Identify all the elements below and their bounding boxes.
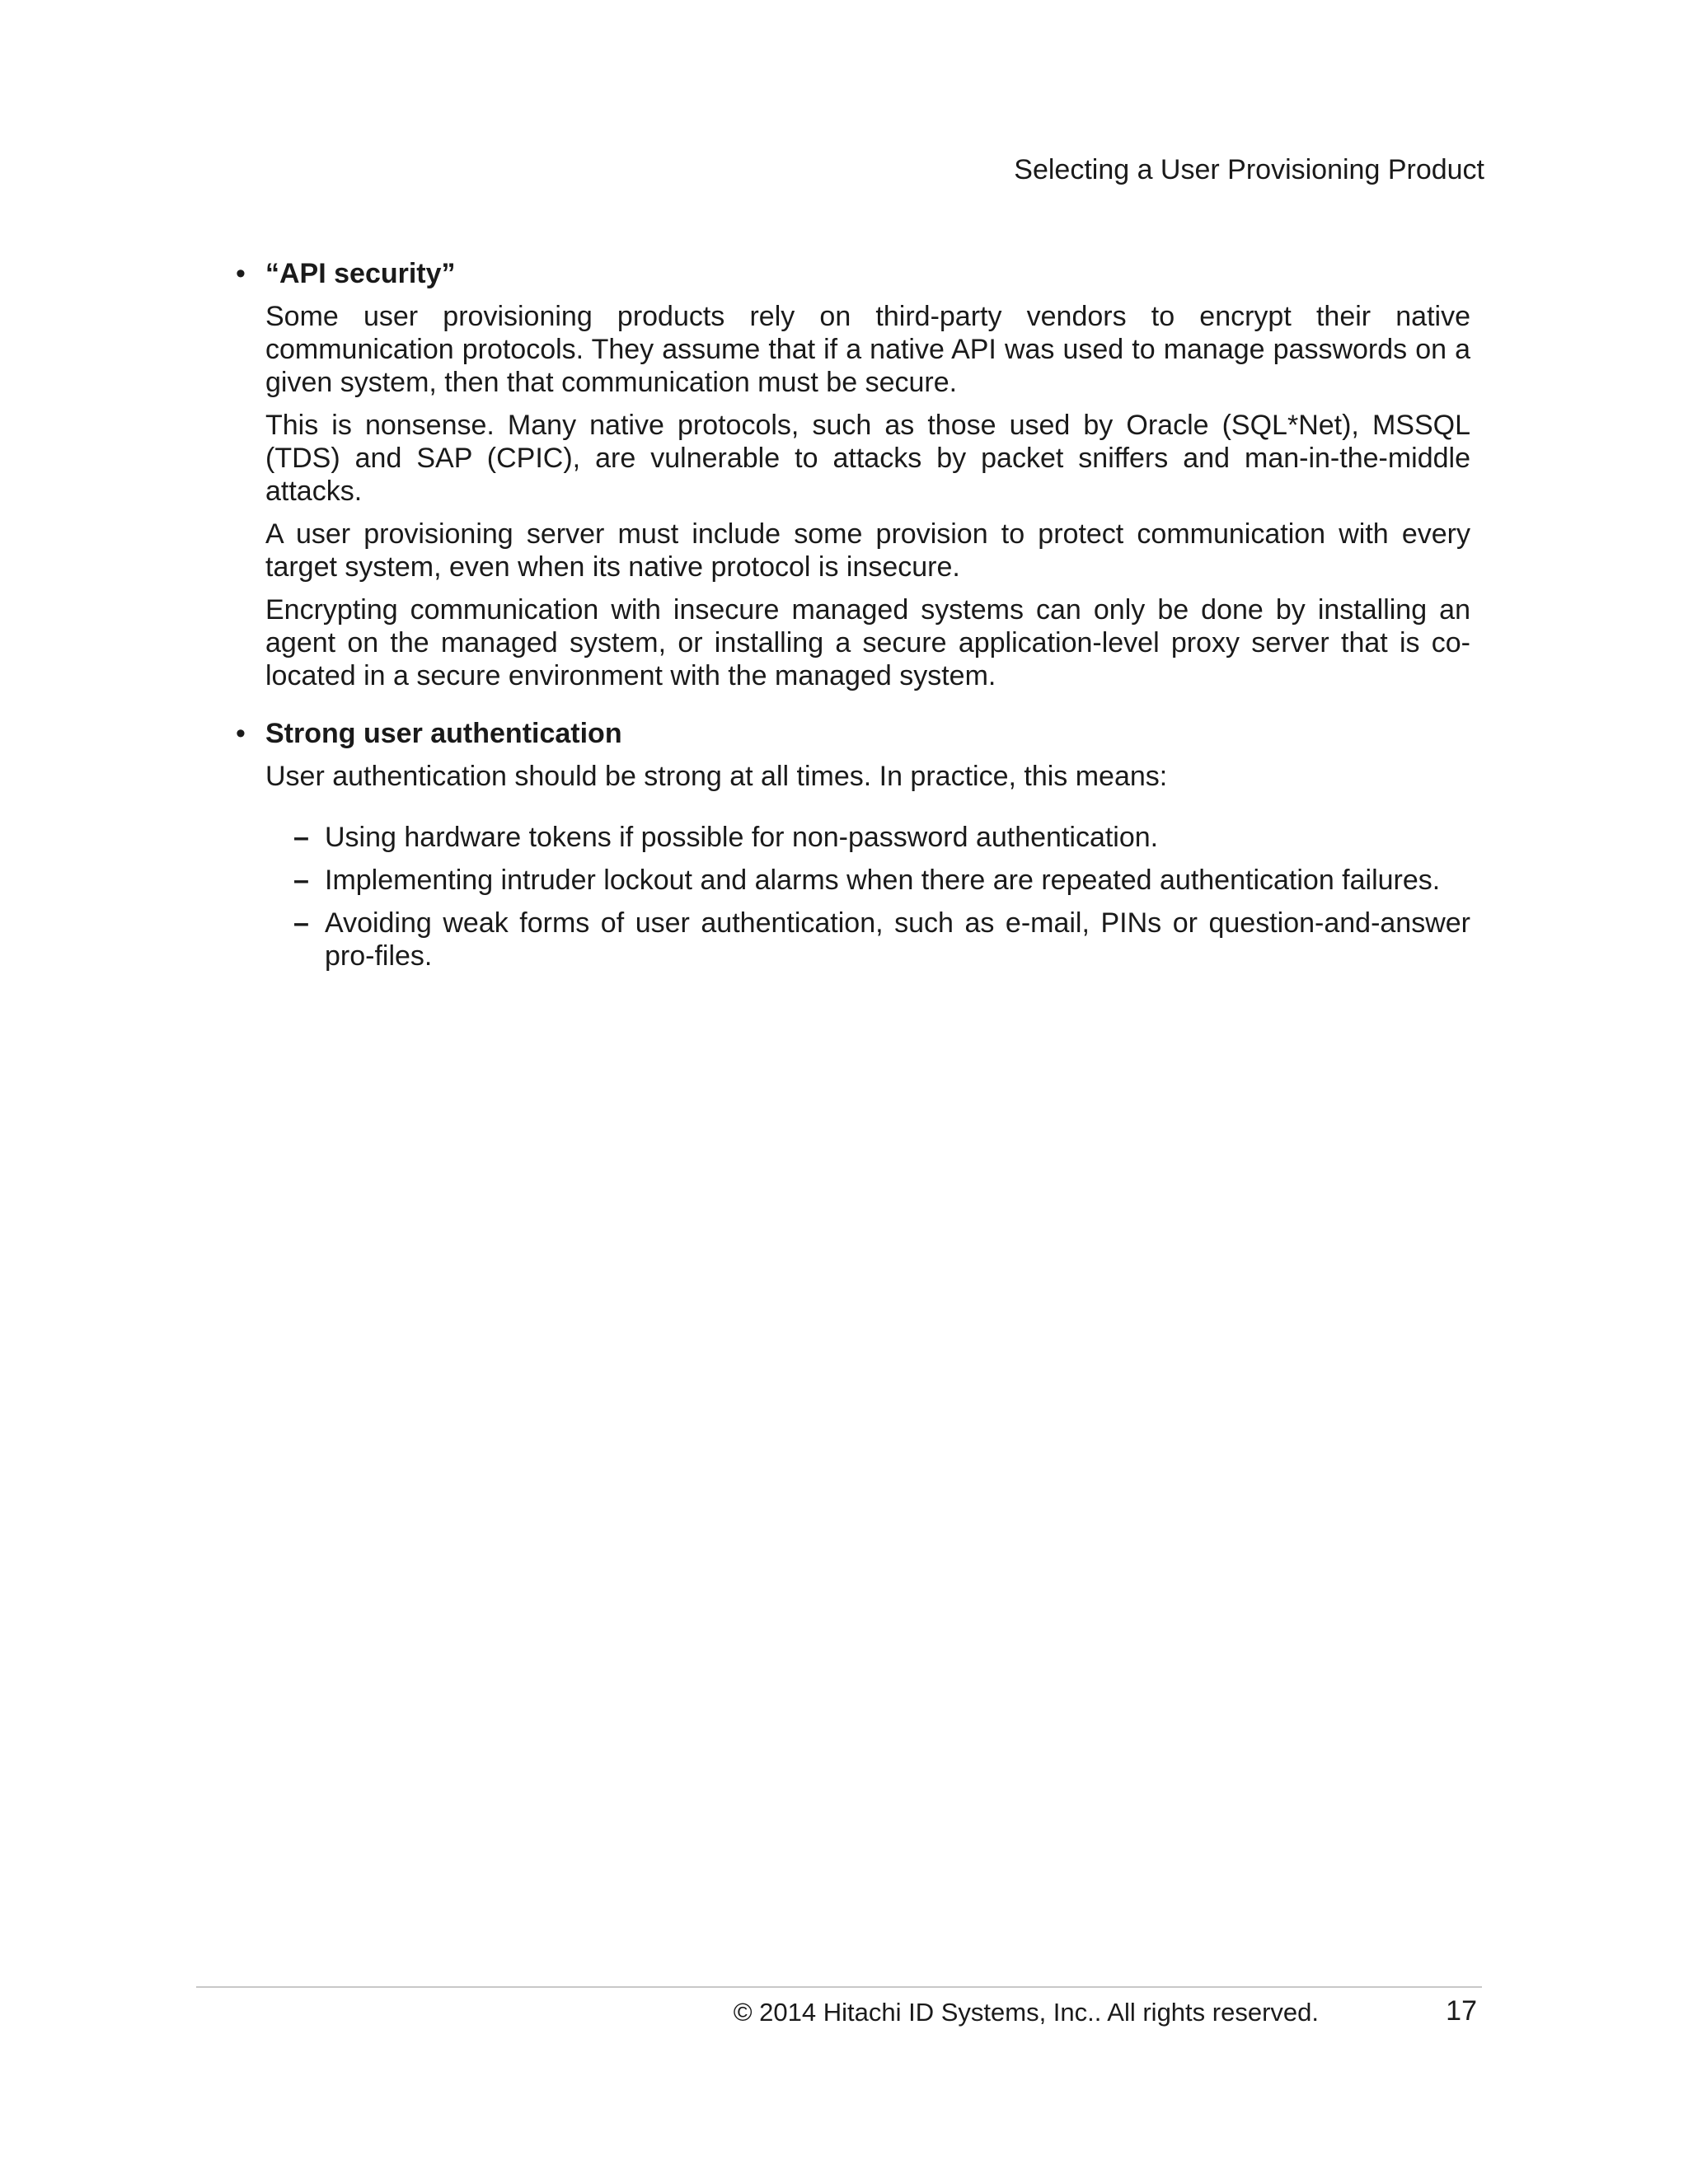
- sub-list-item-text: Avoiding weak forms of user authentication, such as e-mail, PINs or question-and-answer pro-files.: [325, 907, 1470, 972]
- footer-divider: [196, 1986, 1482, 1988]
- bullet-marker: •: [236, 718, 246, 749]
- section-api-security: [236, 257, 1470, 692]
- section-strong-user-authentication: [236, 717, 1470, 972]
- section-body: [265, 257, 1470, 692]
- sub-list-item-text: Using hardware tokens if possible for non-password authentication.: [325, 822, 1159, 853]
- paragraph: This is nonsense. Many native protocols, such as those used by Oracle (SQL*Net), MSSQL (TDS) and SAP (CPIC), are vulnerable to attacks by packet sniffers and man-in-the-middle attacks.: [265, 410, 1470, 507]
- section-title: “API security”: [265, 258, 456, 289]
- document-body: [236, 257, 1470, 997]
- page-number: 17: [1446, 1995, 1477, 2027]
- running-header: Selecting a User Provisioning Product: [1014, 154, 1484, 185]
- footer-copyright: © 2014 Hitachi ID Systems, Inc.. All rights reserved.: [733, 1998, 1319, 2027]
- sub-list: [265, 821, 1470, 972]
- paragraph: Encrypting communication with insecure managed systems can only be done by installing an agent on the managed system, or installing a secure application-level proxy server that is co-located in a secure environment with the managed system.: [265, 594, 1470, 691]
- paragraph: User authentication should be strong at all times. In practice, this means:: [265, 761, 1168, 792]
- dash-marker: –: [293, 822, 309, 853]
- section-body: [265, 717, 1470, 972]
- sub-list-item-text: Implementing intruder lockout and alarms when there are repeated authentication failures.: [325, 865, 1441, 896]
- dash-marker: –: [293, 907, 309, 939]
- paragraph: Some user provisioning products rely on third-party vendors to encrypt their native communication protocols. They assume that if a native API was used to manage passwords on a given system, then that communication must be secure.: [265, 301, 1470, 398]
- sub-list-item: [265, 821, 1470, 854]
- paragraph: A user provisioning server must include some provision to protect communication with every target system, even when its native protocol is insecure.: [265, 518, 1470, 583]
- section-title: Strong user authentication: [265, 718, 622, 749]
- dash-marker: –: [293, 865, 309, 896]
- sub-list-item: [265, 864, 1470, 897]
- bullet-marker: •: [236, 258, 246, 289]
- sub-list-item: [265, 907, 1470, 972]
